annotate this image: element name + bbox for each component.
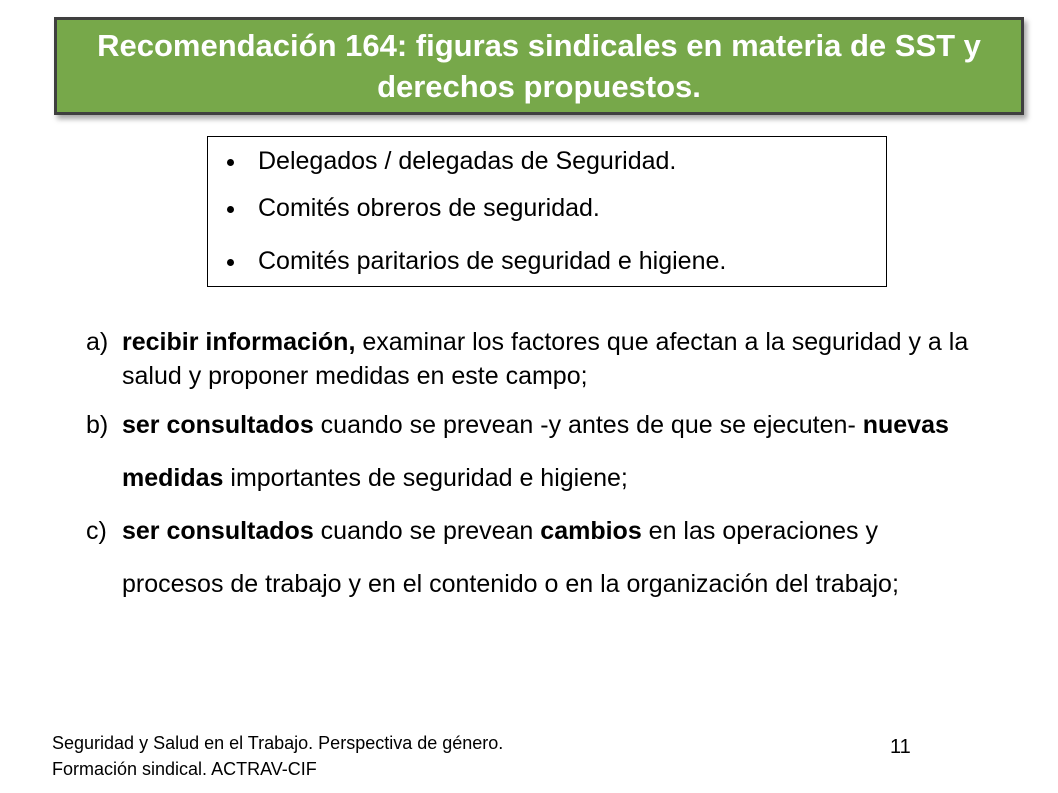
- footer-credit: [52, 730, 503, 782]
- bullet-dot-icon: [227, 206, 234, 213]
- emphasis-text: nuevas medidas: [122, 411, 949, 492]
- list-item: [258, 194, 600, 223]
- emphasis-text: recibir información,: [122, 328, 356, 356]
- list-item-text: Delegados / delegadas de Seguridad.: [258, 147, 677, 175]
- item-text: importantes de seguridad e higiene;: [223, 464, 628, 492]
- item-label: c): [86, 517, 107, 545]
- item-text: en las operaciones y procesos de trabajo y en el contenido o en la organización del trabajo;: [122, 517, 899, 598]
- list-item-text: Comités obreros de seguridad.: [258, 194, 600, 222]
- emphasis-text: ser consultados: [122, 517, 314, 545]
- footer-line: Seguridad y Salud en el Trabajo. Perspectiva de género.: [52, 733, 504, 753]
- right-item-a: [86, 325, 986, 393]
- list-item: [258, 147, 676, 176]
- item-label: b): [86, 411, 109, 439]
- bullet-dot-icon: [227, 259, 234, 266]
- item-text: examinar los factores que afectan a la seguridad y a la salud y proponer medidas en este campo;: [122, 328, 969, 390]
- page-number: 11: [890, 736, 911, 758]
- right-item-b: [86, 399, 986, 505]
- right-item-c: [86, 505, 986, 611]
- emphasis-text: cambios: [540, 517, 642, 545]
- list-item: [258, 247, 726, 276]
- proposed-rights: [86, 325, 986, 611]
- title-banner: [54, 17, 1024, 115]
- slide-title: Recomendación 164: figuras sindicales en materia de SST y derechos propuestos.: [97, 28, 981, 104]
- emphasis-text: ser consultados: [122, 411, 314, 439]
- footer-line: Formación sindical. ACTRAV-CIF: [52, 759, 317, 779]
- bullet-dot-icon: [227, 159, 234, 166]
- figures-box: [207, 136, 887, 287]
- list-item-text: Comités paritarios de seguridad e higiene.: [258, 247, 727, 275]
- item-text: cuando se prevean: [313, 517, 541, 545]
- item-label: a): [86, 328, 109, 356]
- item-text: cuando se prevean -y antes de que se ejecuten-: [313, 411, 863, 439]
